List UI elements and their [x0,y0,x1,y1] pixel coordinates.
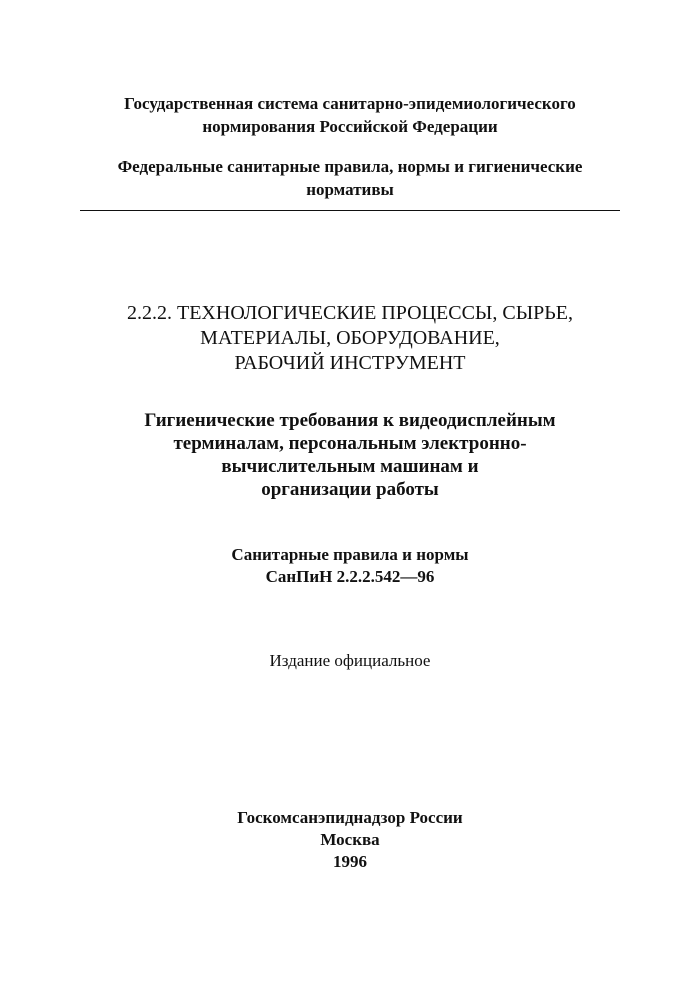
document-title [60,409,640,501]
document-title-line-3: вычислительным машинам и [221,456,479,477]
document-code: СанПиН 2.2.2.542—96 [265,567,435,586]
section-title-line-1: 2.2.2. ТЕХНОЛОГИЧЕСКИЕ ПРОЦЕССЫ, СЫРЬЕ, [127,302,573,324]
edition-label: Издание официальное [269,651,431,670]
publisher-organization: Госкомсанэпиднадзор России [237,808,463,827]
document-type-name: Санитарные правила и нормы [231,545,469,564]
section-title [60,301,640,376]
publication-year: 1996 [333,852,367,871]
rules-category-line-2: нормативы [306,180,394,199]
document-title-line-2: терминалам, персональным электронно- [173,433,527,454]
publisher-city: Москва [320,830,380,849]
issuing-system-line-1: Государственная система санитарно-эпидемиологического [124,94,576,113]
section-title-line-3: РАБОЧИЙ ИНСТРУМЕНТ [234,352,466,374]
document-type [60,544,640,588]
rules-category-line-1: Федеральные санитарные правила, нормы и гигиенические [117,157,583,176]
horizontal-divider [80,210,620,211]
rules-category-heading [60,155,640,201]
issuing-system-line-2: нормирования Российской Федерации [202,117,498,136]
issuing-system-heading [60,92,640,138]
section-title-line-2: МАТЕРИАЛЫ, ОБОРУДОВАНИЕ, [200,327,500,349]
document-title-line-1: Гигиенические требования к видеодисплейным [144,410,556,431]
edition-note [60,650,640,672]
document-title-line-4: организации работы [261,479,439,500]
publisher-info [60,807,640,873]
